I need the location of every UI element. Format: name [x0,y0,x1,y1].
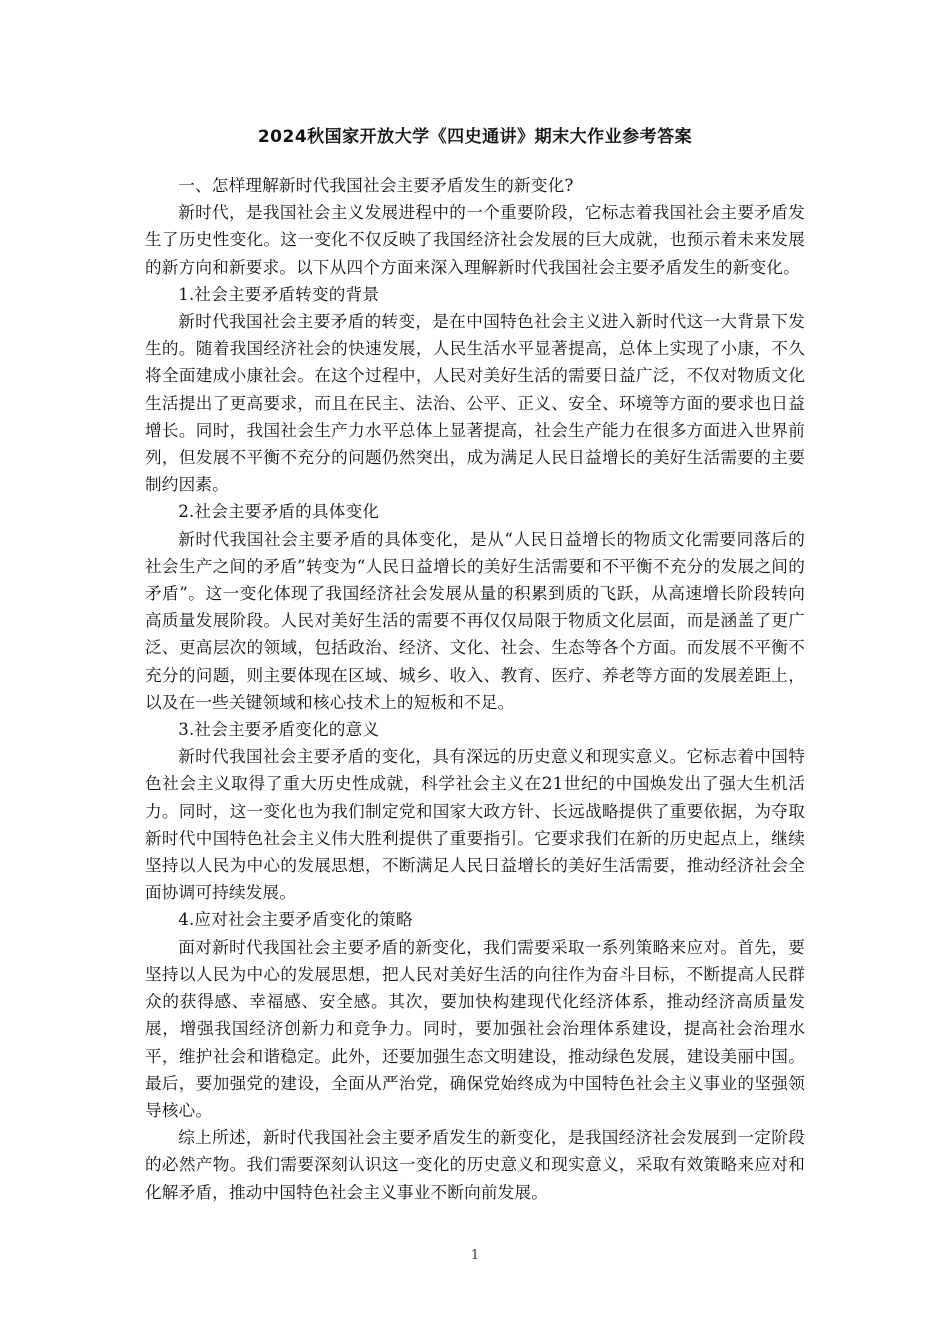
document-title: 2024秋国家开放大学《四史通讲》期末大作业参考答案 [257,127,693,147]
section-paragraph-3: 新时代我国社会主要矛盾的变化，具有深远的历史意义和现实意义。它标志着中国特色社会主义取得了重大历史性成就，科学社会主义在21世纪的中国焕发出了强大生机活力。同时，这一变化也为我们制定党和国家大政方针、长远战略提供了重要依据，为夺取新时代中国特色社会主义伟大胜利提供了重要指引。它要求我们在新的历史起点上，继续坚持以人民为中心的发展思想，不断满足人民日益增长的美好生活需要，推动经济社会全面协调可持续发展。 [145,747,805,903]
intro-paragraph: 新时代，是我国社会主义发展进程中的一个重要阶段，它标志着我国社会主要矛盾发生了历史性变化。这一变化不仅反映了我国经济社会发展的巨大成就，也预示着未来发展的新方向和新要求。以下从四个方面来深入理解新时代我国社会主要矛盾发生的新变化。 [145,203,805,277]
section-heading-1: 1.社会主要矛盾转变的背景 [178,284,380,304]
page-number: 1 [470,1248,480,1263]
document-body [145,172,805,1206]
section-heading-2: 2.社会主要矛盾的具体变化 [178,502,380,522]
section-heading-3: 3.社会主要矛盾变化的意义 [178,720,380,740]
section-paragraph-1: 新时代我国社会主要矛盾的转变，是在中国特色社会主义进入新时代这一大背景下发生的。随着我国经济社会的快速发展，人民生活水平显著提高，总体上实现了小康，不久将全面建成小康社会。在这个过程中，人民对美好生活的需要日益广泛，不仅对物质文化生活提出了更高要求，而且在民主、法治、公平、正义、安全、环境等方面的要求也日益增长。同时，我国社会生产力水平总体上显著提高，社会生产能力在很多方面进入世界前列，但发展不平衡不充分的问题仍然突出，成为满足人民日益增长的美好生活需要的主要制约因素。 [145,312,805,495]
conclusion-paragraph: 综上所述，新时代我国社会主要矛盾发生的新变化，是我国经济社会发展到一定阶段的必然产物。我们需要深刻认识这一变化的历史意义和现实意义，采取有效策略来应对和化解矛盾，推动中国特色社会主义事业不断向前发展。 [145,1128,805,1202]
section-paragraph-2: 新时代我国社会主要矛盾的具体变化，是从“人民日益增长的物质文化需要同落后的社会生产之间的矛盾”转变为“人民日益增长的美好生活需要和不平衡不充分的发展之间的矛盾”。这一变化体现了我国经济社会发展从量的积累到质的飞跃，从高速增长阶段转向高质量发展阶段。人民对美好生活的需要不再仅仅局限于物质文化层面，而是涵盖了更广泛、更高层次的领域，包括政治、经济、文化、社会、生态等各个方面。而发展不平衡不充分的问题，则主要体现在区域、城乡、收入、教育、医疗、养老等方面的发展差距上，以及在一些关键领域和核心技术上的短板和不足。 [145,529,805,712]
question-heading: 一、怎样理解新时代我国社会主要矛盾发生的新变化? [178,176,574,195]
section-heading-4: 4.应对社会主要矛盾变化的策略 [178,910,413,930]
section-paragraph-4: 面对新时代我国社会主要矛盾的新变化，我们需要采取一系列策略来应对。首先，要坚持以人民为中心的发展思想，把人民对美好生活的向往作为奋斗目标，不断提高人民群众的获得感、幸福感、安全感。其次，要加快构建现代化经济体系，推动经济高质量发展，增强我国经济创新力和竞争力。同时，要加强社会治理体系建设，提高社会治理水平，维护社会和谐稳定。此外，还要加强生态文明建设，推动绿色发展，建设美丽中国。最后，要加强党的建设，全面从严治党，确保党始终成为中国特色社会主义事业的坚强领导核心。 [145,937,805,1120]
